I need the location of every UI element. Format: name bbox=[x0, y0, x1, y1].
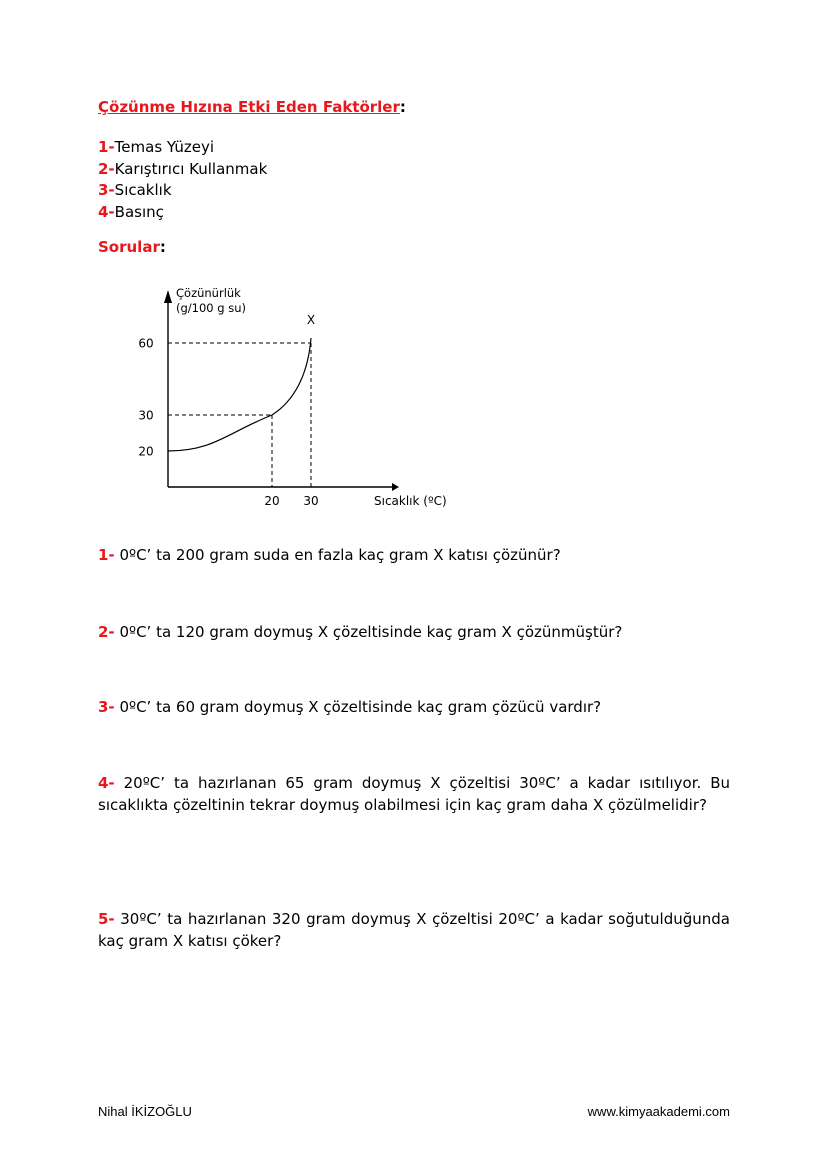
x-axis-arrow bbox=[392, 483, 399, 491]
factor-text: Temas Yüzeyi bbox=[114, 138, 214, 156]
factor-text: Karıştırıcı Kullanmak bbox=[114, 159, 268, 178]
x-tick-label: 30 bbox=[303, 494, 319, 508]
question-2 bbox=[98, 621, 730, 643]
factor-text: Sıcaklık bbox=[114, 181, 172, 199]
series-line bbox=[168, 338, 311, 451]
question-number: 3- bbox=[98, 698, 115, 716]
question-number: 1- bbox=[98, 546, 115, 564]
y-axis-arrow bbox=[164, 290, 172, 303]
question-text: 20ºC’ ta hazırlanan 65 gram doymuş X çözeltisi 30ºC’ a kadar ısıtılıyor. Bu sıcaklıkta çözeltinin tekrar doymuş olabilmesi için kaç gram daha X çözülmelidir? bbox=[98, 774, 730, 814]
y-axis-title-line1: Çözünürlük bbox=[176, 286, 241, 300]
factor-text: Basınç bbox=[114, 202, 164, 221]
question-text: 0ºC’ ta 200 gram suda en fazla kaç gram X katısı çözünür? bbox=[119, 546, 561, 564]
y-tick-label: 20 bbox=[138, 444, 154, 459]
factor-number: 4- bbox=[98, 202, 115, 221]
y-tick-label: 30 bbox=[138, 408, 154, 423]
question-4 bbox=[98, 772, 730, 816]
footer-website: www.kimyaakademi.com bbox=[587, 1104, 730, 1119]
question-number: 4- bbox=[98, 774, 115, 792]
x-axis-title: Sıcaklık (ºC) bbox=[374, 494, 447, 508]
series-label: X bbox=[306, 313, 316, 327]
x-tick-label: 20 bbox=[264, 494, 280, 508]
y-axis-title-line2: (g/100 g su) bbox=[176, 301, 246, 315]
factor-number: 2- bbox=[98, 159, 115, 178]
solubility-chart bbox=[0, 0, 828, 540]
factor-number: 3- bbox=[98, 181, 115, 199]
question-number: 2- bbox=[98, 623, 115, 641]
question-1 bbox=[98, 544, 730, 566]
factor-number: 1- bbox=[98, 138, 115, 156]
question-text: 0ºC’ ta 60 gram doymuş X çözeltisinde kaç gram çözücü vardır? bbox=[119, 698, 602, 716]
questions-heading-title: Sorular bbox=[98, 238, 160, 256]
footer-author: Nihal İKİZOĞLU bbox=[98, 1104, 192, 1119]
question-text: 0ºC’ ta 120 gram doymuş X çözeltisinde kaç gram X çözünmüştür? bbox=[119, 623, 623, 641]
question-3 bbox=[98, 696, 730, 718]
heading-colon: : bbox=[399, 98, 406, 116]
heading-title: Çözünme Hızına Etki Eden Faktörler bbox=[98, 98, 400, 116]
question-text: 30ºC’ ta hazırlanan 320 gram doymuş X çözeltisi 20ºC’ a kadar soğutulduğunda kaç gram X katısı çöker? bbox=[98, 910, 730, 950]
question-5 bbox=[98, 908, 730, 952]
y-tick-label: 60 bbox=[138, 336, 154, 351]
question-number: 5- bbox=[98, 910, 115, 928]
questions-heading-colon: : bbox=[159, 238, 166, 256]
